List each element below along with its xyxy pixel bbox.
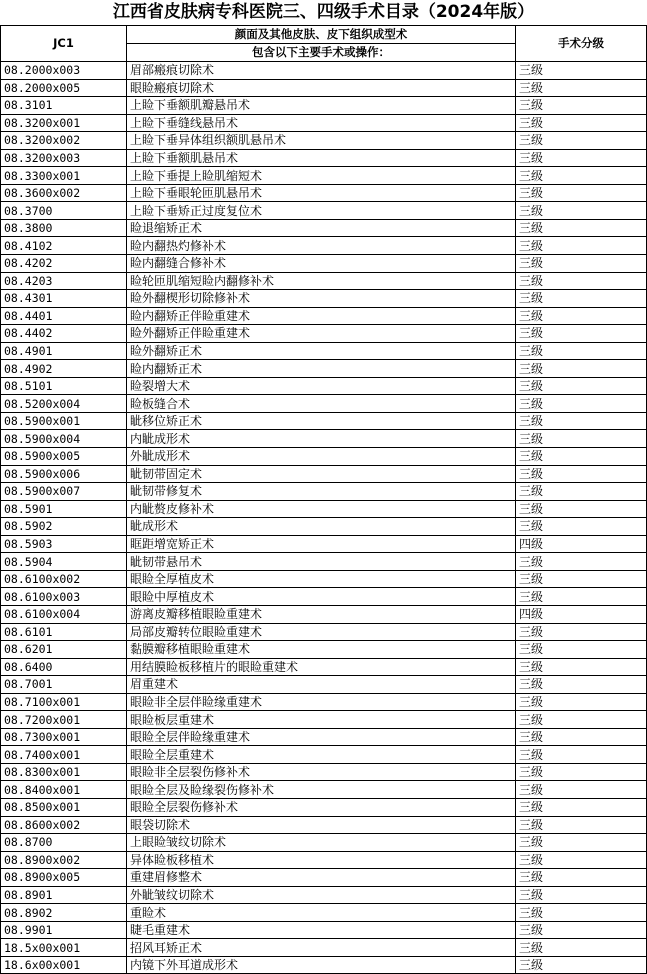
table-row [1, 623, 647, 641]
surgery-table [0, 25, 647, 974]
cell-grade: 三级 [516, 763, 647, 781]
table-row [1, 588, 647, 606]
table-row [1, 570, 647, 588]
cell-grade: 三级 [516, 869, 647, 887]
cell-grade: 三级 [516, 588, 647, 606]
cell-surgery-name: 眼睑瘢痕切除术 [127, 79, 516, 97]
cell-surgery-name: 眦韧带悬吊术 [127, 553, 516, 571]
table-row [1, 939, 647, 957]
table-row [1, 886, 647, 904]
cell-grade: 三级 [516, 202, 647, 220]
table-row [1, 342, 647, 360]
cell-surgery-name: 眦移位矫正术 [127, 412, 516, 430]
table-row [1, 869, 647, 887]
cell-surgery-name: 眦韧带修复术 [127, 483, 516, 501]
table-row [1, 676, 647, 694]
cell-surgery-name: 重建眉修整术 [127, 869, 516, 887]
cell-surgery-name: 异体睑板移植术 [127, 851, 516, 869]
cell-code: 08.8700 [1, 834, 127, 852]
cell-grade: 三级 [516, 921, 647, 939]
cell-surgery-name: 上睑下垂额肌悬吊术 [127, 149, 516, 167]
cell-surgery-name: 睑内翻缝合修补术 [127, 255, 516, 273]
cell-grade: 三级 [516, 658, 647, 676]
table-row [1, 97, 647, 115]
cell-surgery-name: 眦韧带固定术 [127, 465, 516, 483]
cell-code: 08.8900x005 [1, 869, 127, 887]
cell-code: 08.8300x001 [1, 763, 127, 781]
cell-code: 08.3300x001 [1, 167, 127, 185]
cell-code: 08.7100x001 [1, 693, 127, 711]
cell-code: 08.6100x004 [1, 605, 127, 623]
cell-surgery-name: 睑外翻矫正术 [127, 342, 516, 360]
cell-grade: 三级 [516, 272, 647, 290]
cell-grade: 三级 [516, 570, 647, 588]
cell-surgery-name: 眼睑中厚植皮术 [127, 588, 516, 606]
cell-surgery-name: 上睑下垂缝线悬吊术 [127, 114, 516, 132]
table-row [1, 202, 647, 220]
cell-code: 08.6100x003 [1, 588, 127, 606]
cell-surgery-name: 眼睑全厚植皮术 [127, 570, 516, 588]
cell-surgery-name: 眼袋切除术 [127, 816, 516, 834]
cell-grade: 三级 [516, 641, 647, 659]
table-row [1, 711, 647, 729]
cell-grade: 三级 [516, 851, 647, 869]
cell-code: 08.2000x003 [1, 62, 127, 80]
cell-grade: 三级 [516, 939, 647, 957]
cell-code: 08.5901 [1, 500, 127, 518]
table-body [1, 62, 647, 974]
cell-code: 08.2000x005 [1, 79, 127, 97]
cell-code: 08.5902 [1, 518, 127, 536]
cell-code: 08.5900x007 [1, 483, 127, 501]
cell-surgery-name: 黏膜瓣移植眼睑重建术 [127, 641, 516, 659]
cell-code: 08.6400 [1, 658, 127, 676]
cell-code: 08.5900x001 [1, 412, 127, 430]
cell-grade: 三级 [516, 149, 647, 167]
cell-grade: 四级 [516, 535, 647, 553]
cell-surgery-name: 用结膜睑板移植片的眼睑重建术 [127, 658, 516, 676]
table-row [1, 746, 647, 764]
cell-grade: 三级 [516, 325, 647, 343]
cell-grade: 三级 [516, 886, 647, 904]
table-row [1, 255, 647, 273]
cell-grade: 三级 [516, 377, 647, 395]
cell-grade: 三级 [516, 798, 647, 816]
table-row [1, 430, 647, 448]
cell-grade: 三级 [516, 553, 647, 571]
cell-code: 08.4902 [1, 360, 127, 378]
cell-code: 18.5x00x001 [1, 939, 127, 957]
table-row [1, 798, 647, 816]
cell-code: 08.6100x002 [1, 570, 127, 588]
cell-grade: 三级 [516, 746, 647, 764]
cell-surgery-name: 上眼睑皱纹切除术 [127, 834, 516, 852]
cell-grade: 三级 [516, 693, 647, 711]
cell-grade: 三级 [516, 430, 647, 448]
table-row [1, 360, 647, 378]
cell-code: 08.3200x002 [1, 132, 127, 150]
cell-grade: 三级 [516, 781, 647, 799]
cell-code: 08.6201 [1, 641, 127, 659]
cell-surgery-name: 睑外翻楔形切除修补术 [127, 290, 516, 308]
cell-code: 08.4102 [1, 237, 127, 255]
cell-grade: 三级 [516, 500, 647, 518]
table-row [1, 693, 647, 711]
cell-code: 08.5900x006 [1, 465, 127, 483]
cell-code: 08.8902 [1, 904, 127, 922]
sheet-title: 江西省皮肤病专科医院三、四级手术目录（2024年版） [112, 2, 535, 22]
cell-surgery-name: 重睑术 [127, 904, 516, 922]
cell-grade: 三级 [516, 132, 647, 150]
cell-grade: 三级 [516, 834, 647, 852]
header-category: 颜面及其他皮肤、皮下组织成型术 [127, 26, 516, 44]
cell-grade: 三级 [516, 167, 647, 185]
cell-code: 08.3101 [1, 97, 127, 115]
cell-surgery-name: 眉重建术 [127, 676, 516, 694]
cell-code: 18.6x00x001 [1, 956, 127, 974]
table-row [1, 483, 647, 501]
cell-code: 08.8901 [1, 886, 127, 904]
cell-code: 08.6101 [1, 623, 127, 641]
table-row [1, 132, 647, 150]
table-row [1, 518, 647, 536]
table-row [1, 448, 647, 466]
cell-surgery-name: 眼睑全层重建术 [127, 746, 516, 764]
cell-surgery-name: 眶距增宽矫正术 [127, 535, 516, 553]
cell-surgery-name: 外眦皱纹切除术 [127, 886, 516, 904]
cell-surgery-name: 睫毛重建术 [127, 921, 516, 939]
cell-surgery-name: 游离皮瓣移植眼睑重建术 [127, 605, 516, 623]
cell-surgery-name: 内眦成形术 [127, 430, 516, 448]
table-row [1, 62, 647, 80]
cell-surgery-name: 眉部瘢痕切除术 [127, 62, 516, 80]
cell-grade: 三级 [516, 97, 647, 115]
table-row [1, 167, 647, 185]
cell-surgery-name: 招风耳矫正术 [127, 939, 516, 957]
cell-surgery-name: 眼睑全层伴睑缘重建术 [127, 728, 516, 746]
cell-surgery-name: 上睑下垂眼轮匝肌悬吊术 [127, 184, 516, 202]
cell-grade: 三级 [516, 448, 647, 466]
cell-surgery-name: 眦成形术 [127, 518, 516, 536]
cell-code: 08.5904 [1, 553, 127, 571]
table-row [1, 781, 647, 799]
header-code: JC1 [1, 26, 127, 62]
table-row [1, 500, 647, 518]
cell-code: 08.8400x001 [1, 781, 127, 799]
cell-code: 08.8600x002 [1, 816, 127, 834]
cell-code: 08.3600x002 [1, 184, 127, 202]
table-row [1, 149, 647, 167]
table-row [1, 377, 647, 395]
table-row [1, 114, 647, 132]
cell-grade: 三级 [516, 79, 647, 97]
cell-code: 08.8500x001 [1, 798, 127, 816]
cell-surgery-name: 眼睑全层及睑缘裂伤修补术 [127, 781, 516, 799]
cell-grade: 三级 [516, 728, 647, 746]
cell-surgery-name: 上睑下垂异体组织额肌悬吊术 [127, 132, 516, 150]
cell-surgery-name: 睑退缩矫正术 [127, 219, 516, 237]
table-row [1, 325, 647, 343]
cell-code: 08.5903 [1, 535, 127, 553]
table-row [1, 641, 647, 659]
header-grade: 手术分级 [516, 26, 647, 62]
cell-surgery-name: 上睑下垂提上睑肌缩短术 [127, 167, 516, 185]
table-row [1, 834, 647, 852]
cell-grade: 三级 [516, 395, 647, 413]
cell-grade: 三级 [516, 307, 647, 325]
table-row [1, 956, 647, 974]
table-row [1, 395, 647, 413]
cell-grade: 三级 [516, 342, 647, 360]
cell-grade: 三级 [516, 816, 647, 834]
cell-grade: 三级 [516, 623, 647, 641]
cell-surgery-name: 眼睑非全层伴睑缘重建术 [127, 693, 516, 711]
table-row [1, 219, 647, 237]
cell-code: 08.7001 [1, 676, 127, 694]
table-row [1, 816, 647, 834]
cell-grade: 三级 [516, 412, 647, 430]
table-row [1, 307, 647, 325]
cell-surgery-name: 睑外翻矫正伴睑重建术 [127, 325, 516, 343]
cell-surgery-name: 上睑下垂额肌瓣悬吊术 [127, 97, 516, 115]
cell-surgery-name: 眼睑板层重建术 [127, 711, 516, 729]
header-category-subtitle: 包含以下主要手术或操作： [127, 44, 516, 62]
cell-code: 08.5200x004 [1, 395, 127, 413]
cell-surgery-name: 上睑下垂矫正过度复位术 [127, 202, 516, 220]
cell-code: 08.4203 [1, 272, 127, 290]
cell-surgery-name: 睑内翻矫正术 [127, 360, 516, 378]
cell-grade: 三级 [516, 360, 647, 378]
table-row [1, 904, 647, 922]
cell-code: 08.3200x001 [1, 114, 127, 132]
cell-code: 08.9901 [1, 921, 127, 939]
cell-surgery-name: 眼睑全层裂伤修补术 [127, 798, 516, 816]
cell-code: 08.5900x004 [1, 430, 127, 448]
table-row [1, 728, 647, 746]
cell-grade: 三级 [516, 518, 647, 536]
cell-code: 08.7400x001 [1, 746, 127, 764]
cell-surgery-name: 眼睑非全层裂伤修补术 [127, 763, 516, 781]
cell-code: 08.3800 [1, 219, 127, 237]
cell-surgery-name: 睑内翻热灼修补术 [127, 237, 516, 255]
cell-grade: 三级 [516, 114, 647, 132]
table-header [1, 26, 647, 62]
cell-grade: 三级 [516, 465, 647, 483]
cell-grade: 四级 [516, 605, 647, 623]
cell-grade: 三级 [516, 62, 647, 80]
cell-code: 08.8900x002 [1, 851, 127, 869]
table-row [1, 184, 647, 202]
table-row [1, 658, 647, 676]
cell-code: 08.5900x005 [1, 448, 127, 466]
cell-code: 08.4901 [1, 342, 127, 360]
cell-code: 08.7300x001 [1, 728, 127, 746]
table-row [1, 605, 647, 623]
table-row [1, 553, 647, 571]
cell-code: 08.4402 [1, 325, 127, 343]
cell-surgery-name: 睑轮匝肌缩短睑内翻修补术 [127, 272, 516, 290]
cell-grade: 三级 [516, 219, 647, 237]
cell-grade: 三级 [516, 676, 647, 694]
table-row [1, 290, 647, 308]
cell-grade: 三级 [516, 711, 647, 729]
table-row [1, 851, 647, 869]
cell-code: 08.4401 [1, 307, 127, 325]
cell-code: 08.4301 [1, 290, 127, 308]
cell-surgery-name: 内镜下外耳道成形术 [127, 956, 516, 974]
cell-grade: 三级 [516, 956, 647, 974]
cell-surgery-name: 睑内翻矫正伴睑重建术 [127, 307, 516, 325]
cell-surgery-name: 睑裂增大术 [127, 377, 516, 395]
table-row [1, 412, 647, 430]
cell-code: 08.3200x003 [1, 149, 127, 167]
cell-surgery-name: 局部皮瓣转位眼睑重建术 [127, 623, 516, 641]
cell-code: 08.7200x001 [1, 711, 127, 729]
table-row [1, 921, 647, 939]
cell-grade: 三级 [516, 237, 647, 255]
cell-surgery-name: 内眦赘皮修补术 [127, 500, 516, 518]
cell-code: 08.3700 [1, 202, 127, 220]
cell-grade: 三级 [516, 483, 647, 501]
table-row [1, 237, 647, 255]
cell-grade: 三级 [516, 904, 647, 922]
cell-grade: 三级 [516, 290, 647, 308]
cell-code: 08.5101 [1, 377, 127, 395]
table-row [1, 763, 647, 781]
cell-surgery-name: 睑板缝合术 [127, 395, 516, 413]
cell-grade: 三级 [516, 255, 647, 273]
cell-grade: 三级 [516, 184, 647, 202]
table-row [1, 272, 647, 290]
table-row [1, 79, 647, 97]
table-row [1, 465, 647, 483]
cell-surgery-name: 外眦成形术 [127, 448, 516, 466]
cell-code: 08.4202 [1, 255, 127, 273]
table-row [1, 535, 647, 553]
